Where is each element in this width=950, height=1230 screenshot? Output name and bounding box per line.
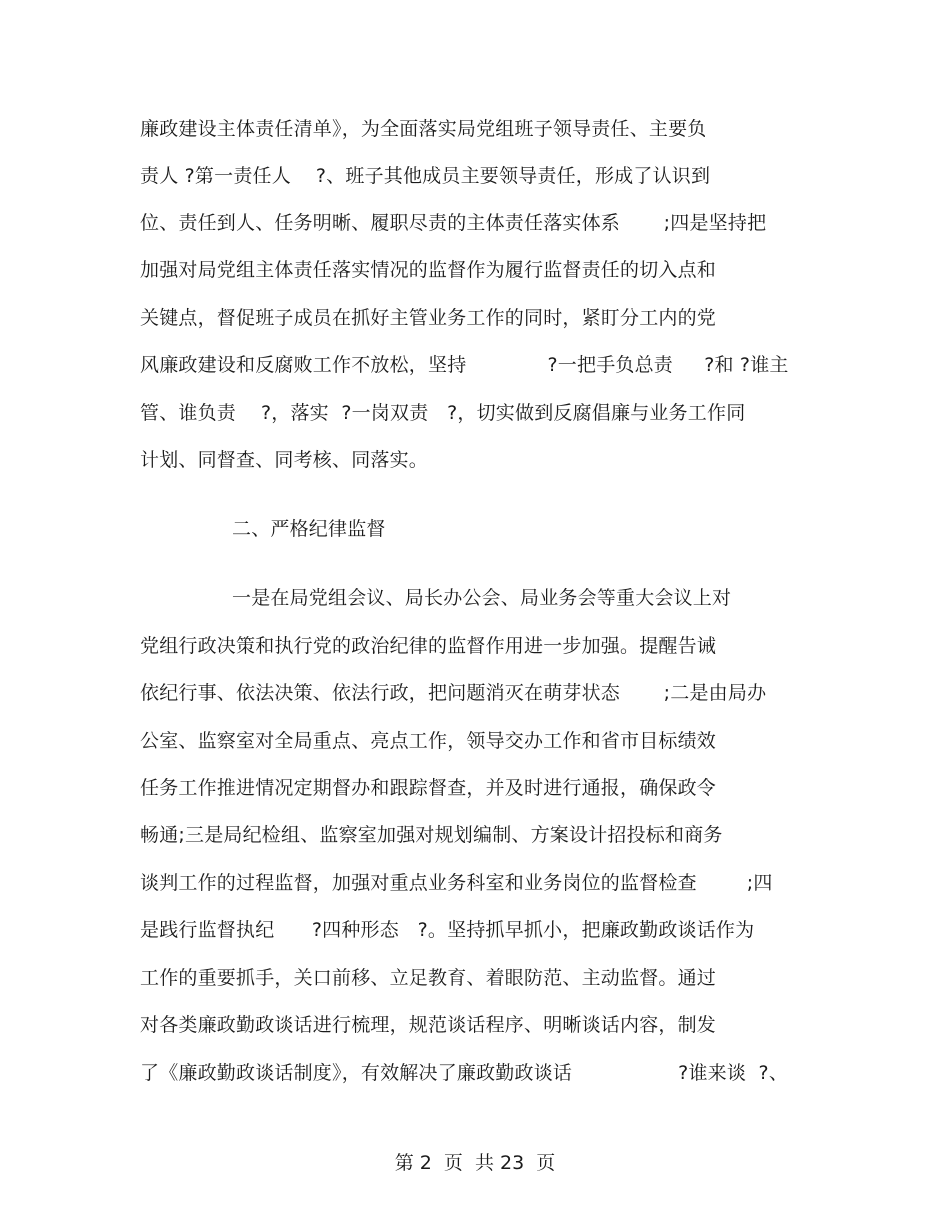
text-line: 风廉政建设和反腐败工作不放松，坚持 ?一把手负总责 ?和 ?谁主 [140,354,789,376]
text-line: 加强对局党组主体责任落实情况的监督作为履行监督责任的切入点和 [140,259,717,281]
section-heading: 二、严格纪律监督 [232,518,386,540]
text-line: 了《廉政勤政谈话制度》，有效解决了廉政勤政谈话 ?谁来谈 ?、 [140,1062,789,1084]
text-line: 党组行政决策和执行党的政治纪律的监督作用进一步加强。提醒告诫 [140,635,717,657]
text-line: 畅通;三是局纪检组、监察室加强对规划编制、方案设计招投标和商务 [140,824,723,846]
text-line: 是践行监督执纪 ?四种形态 ?。坚持抓早抓小，把廉政勤政谈话作为 [140,919,755,941]
text-line: 公室、监察室对全局重点、亮点工作，领导交办工作和省市目标绩效 [140,730,717,752]
text-line: 谈判工作的过程监督，加强对重点业务科室和业务岗位的监督检查 ;四 [140,872,773,894]
text-line: 依纪行事、依法决策、依法行政，把问题消灭在萌芽状态 ;二是由局办 [140,682,767,704]
text-line: 责人 ?第一责任人 ?、班子其他成员主要领导责任，形成了认识到 [140,165,711,187]
text-line: 任务工作推进情况定期督办和跟踪督查，并及时进行通报，确保政令 [140,777,717,799]
page-number-footer: 第 2 页 共 23 页 [394,1152,556,1174]
text-line: 廉政建设主体责任清单》，为全面落实局党组班子领导责任、主要负 [140,118,707,140]
text-line: 关键点，督促班子成员在抓好主管业务工作的同时，紧盯分工内的党 [140,307,717,329]
text-line: 对各类廉政勤政谈话进行梳理，规范谈话程序、明晰谈话内容，制发 [140,1014,717,1036]
text-line: 工作的重要抓手，关口前移、立足教育、着眼防范、主动监督。通过 [140,967,717,989]
text-line: 计划、同督查、同考核、同落实。 [140,449,429,471]
text-line: 位、责任到人、任务明晰、履职尽责的主体责任落实体系 ;四是坚持把 [140,212,767,234]
text-line: 管、谁负责 ?，落实 ?一岗双责 ?，切实做到反腐倡廉与业务工作同 [140,402,746,424]
text-line: 一是在局党组会议、局长办公会、局业务会等重大会议上对 [232,587,732,609]
